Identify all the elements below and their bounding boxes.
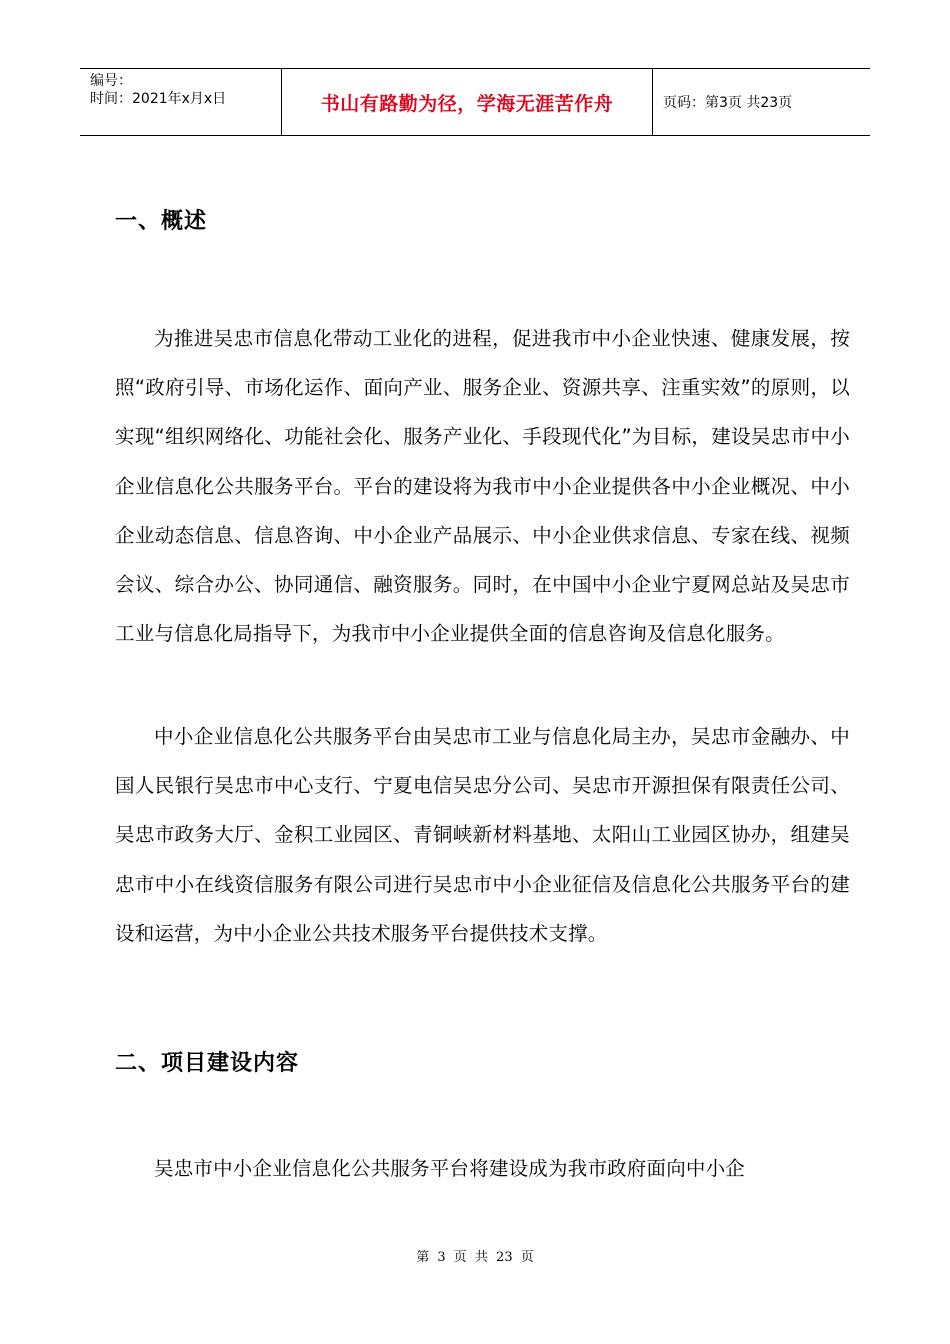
header-meta bbox=[80, 69, 282, 135]
section-title-contents: 二、项目建设内容 bbox=[115, 1051, 300, 1076]
date-label: 时间：2021年x月x日 bbox=[90, 91, 227, 107]
overview-paragraph-1: 为推进吴忠市信息化带动工业化的进程，促进我市中小企业快速、健康发展，按照“政府引导、市场化运作、面向产业、服务企业、资源共享、注重实效”的原则，以实现“组织网络化、功能社会化、服务产业化、手段现代化”为目标，建设吴忠市中小企业信息化公共服务平台。平台的建设将为我市中小企业提供各中小企业概况、中小企业动态信息、信息咨询、中小企业产品展示、中小企业供求信息、专家在线、视频会议、综合办公、协同通信、融资服务。同时，在中国中小企业宁夏网总站及吴忠市工业与信息化局指导下，为我市中小企业提供全面的信息咨询及信息化服务。 bbox=[115, 327, 850, 646]
contents-paragraph-1: 吴忠市中小企业信息化公共服务平台将建设成为我市政府面向中小企 bbox=[154, 1157, 746, 1180]
header-page-info: 页码：第3页 共23页 bbox=[663, 95, 793, 111]
page-footer: 第 3 页 共 23 页 bbox=[416, 1250, 534, 1265]
header-motto: 书山有路勤为径，学海无涯苦作舟 bbox=[282, 69, 653, 135]
number-label: 编号： bbox=[90, 73, 132, 89]
overview-paragraph-2: 中小企业信息化公共服务平台由吴忠市工业与信息化局主办，吴忠市金融办、中国人民银行吴忠市中心支行、宁夏电信吴忠分公司、吴忠市开源担保有限责任公司、吴忠市政务大厅、金积工业园区、青铜峡新材料基地、太阳山工业园区协办，组建吴忠市中小在线资信服务有限公司进行吴忠市中小企业征信及信息化公共服务平台的建设和运营，为中小企业公共技术服务平台提供技术支撑。 bbox=[115, 725, 850, 945]
section-title-overview: 一、概述 bbox=[115, 209, 208, 234]
document-header bbox=[80, 68, 870, 136]
